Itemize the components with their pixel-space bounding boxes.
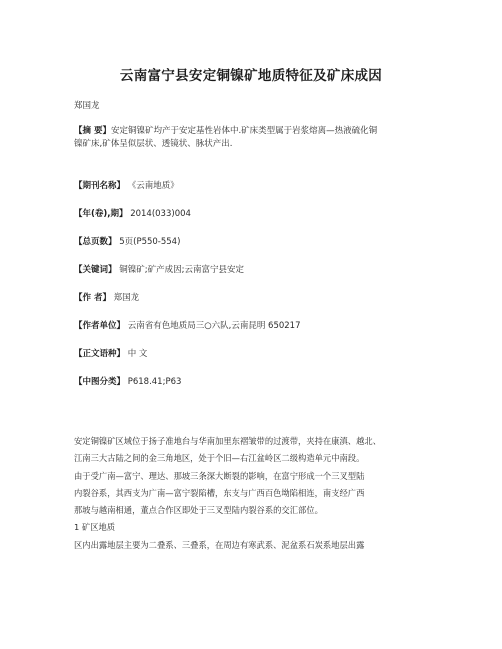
field-value: 郑国龙 — [113, 293, 140, 303]
body-line: 由于受广南—富宁、理达、那坡三条深大断裂的影响，在富宁形成一个三叉型陆 — [74, 470, 365, 481]
field-label: 【总页数】 — [74, 237, 117, 247]
field-keywords — [74, 264, 434, 277]
body-line: 区内出露地层主要为二叠系、三叠系，在周边有寒武系、泥盆系石炭系地层出露 — [74, 539, 365, 550]
field-value: 云南省有色地质局三○六队,云南昆明 650217 — [127, 321, 301, 331]
field-value: 5页(P550-554) — [119, 237, 181, 247]
field-label: 【关键词】 — [74, 265, 117, 275]
body-line: 安定铜镍矿区域位于扬子准地台与华南加里东褶皱带的过渡带，夹持在康滇、越北、 — [74, 436, 381, 446]
author-name: 郑国龙 — [74, 101, 100, 111]
body-line: 江南三大古陆之间的金三角地区，处于个旧—右江盆岭区二级构造单元中南段。 — [74, 453, 365, 464]
body-text — [74, 433, 454, 554]
field-label: 【年(卷),期】 — [74, 209, 128, 219]
field-classification — [74, 376, 434, 389]
abstract-block — [74, 125, 434, 151]
field-value: 中 文 — [127, 349, 148, 359]
field-total-pages — [74, 236, 434, 249]
field-author-affiliation — [74, 320, 434, 333]
body-line: 那坡与越南相通，董点合作区即处于三叉型陆内裂谷系的交汇部位。 — [74, 505, 323, 516]
body-line: 内裂谷系，其西支为广南—富宁裂陷槽，东支与广西百色坳陷相连，南支经广西 — [74, 487, 365, 498]
document-title: 云南富宁县安定铜镍矿地质特征及矿床成因 — [119, 68, 383, 84]
field-label: 【作 者】 — [74, 293, 111, 303]
field-value: 2014(033)004 — [130, 209, 191, 219]
field-label: 【期刊名称】 — [74, 181, 126, 191]
field-author — [74, 292, 434, 305]
field-journal-name — [74, 180, 434, 193]
field-value: P618.41;P63 — [127, 377, 182, 387]
abstract-line-1 — [74, 125, 434, 138]
abstract-label: 【摘 要】 — [74, 126, 111, 136]
abstract-text-1: 安定铜镍矿均产于安定基性岩体中.矿床类型属于岩浆熔离—热液硫化铜 — [110, 126, 378, 136]
abstract-line-2: 镍矿床,矿体呈似层状、透镜状、脉状产出. — [74, 139, 233, 149]
section-heading: 1 矿区地质 — [74, 522, 116, 533]
field-year-volume-issue — [74, 208, 434, 221]
field-label: 【中图分类】 — [74, 377, 126, 387]
field-language — [74, 348, 434, 361]
field-label: 【正文语种】 — [74, 349, 126, 359]
field-value: 铜镍矿;矿产成因;云南富宁县安定 — [119, 265, 244, 275]
field-label: 【作者单位】 — [74, 321, 126, 331]
field-value: 《云南地质》 — [127, 181, 179, 191]
